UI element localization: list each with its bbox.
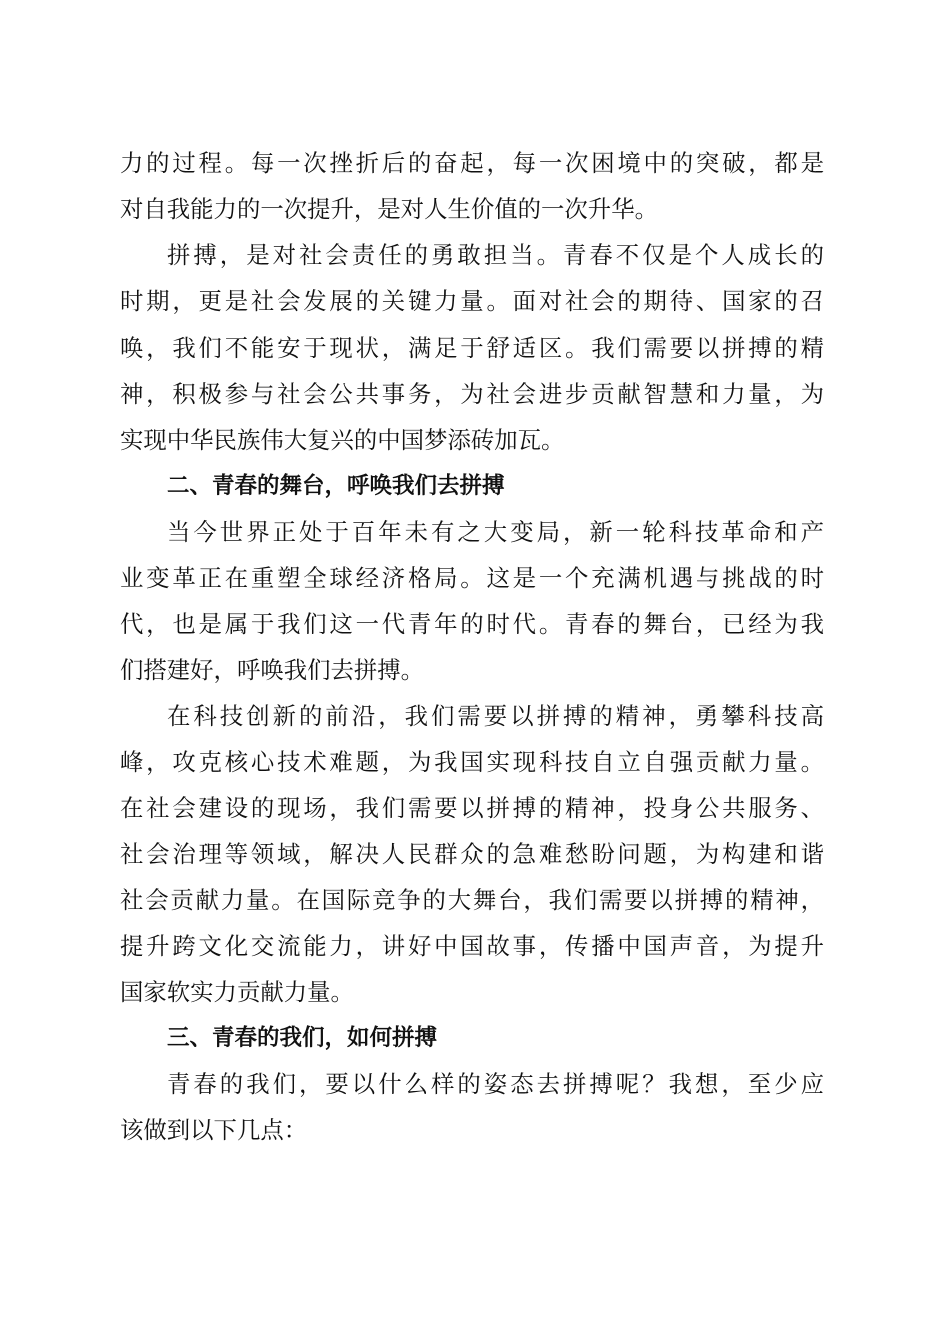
text-line: 在科技创新的前沿，我们需要以拼搏的精神，勇攀科技高: [167, 702, 824, 730]
text-line: 青春的我们，要以什么样的姿态去拼搏呢？我想，至少应: [167, 1070, 824, 1098]
text-line: 唤，我们不能安于现状，满足于舒适区。我们需要以拼搏的精: [120, 334, 824, 362]
text-line: 对自我能力的一次提升，是对人生价值的一次升华。: [120, 195, 658, 223]
text-line: 时期，更是社会发展的关键力量。面对社会的期待、国家的召: [120, 287, 824, 315]
text-line: 在社会建设的现场，我们需要以拼搏的精神，投身公共服务、: [120, 794, 824, 822]
section-heading-2: 二、青春的舞台，呼唤我们去拼搏: [167, 473, 505, 499]
text-line: 力的过程。每一次挫折后的奋起，每一次困境中的突破，都是: [120, 149, 824, 177]
text-line: 社会治理等领域，解决人民群众的急难愁盼问题，为构建和谐: [120, 840, 824, 868]
text-line: 业变革正在重塑全球经济格局。这是一个充满机遇与挑战的时: [120, 564, 824, 592]
text-line: 拼搏，是对社会责任的勇敢担当。青春不仅是个人成长的: [167, 241, 824, 269]
text-line: 社会贡献力量。在国际竞争的大舞台，我们需要以拼搏的精神，: [120, 886, 824, 914]
text-line: 提升跨文化交流能力，讲好中国故事，传播中国声音，为提升: [120, 932, 824, 960]
text-line: 峰，攻克核心技术难题，为我国实现科技自立自强贡献力量。: [120, 748, 824, 776]
text-line: 国家软实力贡献力量。: [120, 978, 354, 1006]
text-line: 神，积极参与社会公共事务，为社会进步贡献智慧和力量，为: [120, 380, 824, 408]
text-line: 当今世界正处于百年未有之大变局，新一轮科技革命和产: [167, 518, 824, 546]
text-line: 该做到以下几点：: [120, 1116, 308, 1144]
section-heading-3: 三、青春的我们，如何拼搏: [167, 1025, 438, 1051]
text-line: 们搭建好，呼唤我们去拼搏。: [120, 656, 425, 684]
text-line: 实现中华民族伟大复兴的中国梦添砖加瓦。: [120, 426, 565, 454]
text-line: 代，也是属于我们这一代青年的时代。青春的舞台，已经为我: [120, 610, 824, 638]
